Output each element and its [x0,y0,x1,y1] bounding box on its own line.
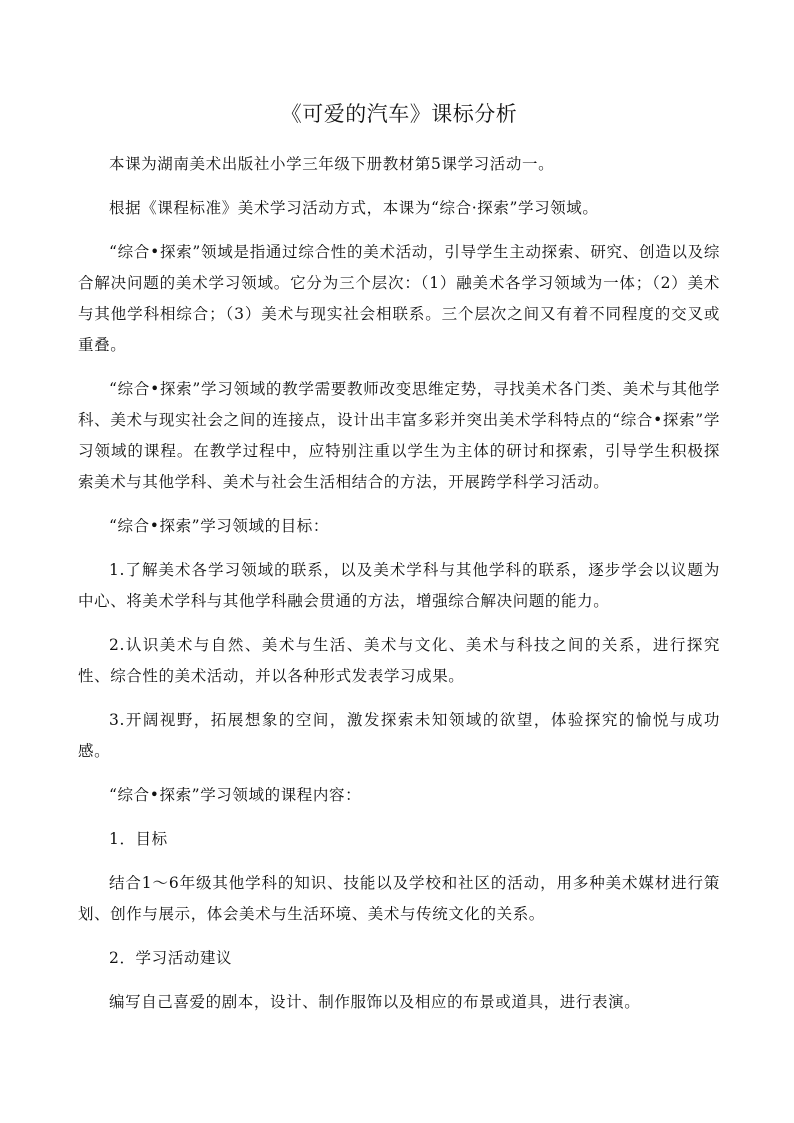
paragraph-section-1-text: 结合1～6年级其他学科的知识、技能以及学校和社区的活动，用多种美术媒材进行策划、创作与展示，体会美术与生活环境、美术与传统文化的关系。 [78,874,720,923]
paragraph-definition: “综合•探索”领域是指通过综合性的美术活动，引导学生主动探索、研究、创造以及综合解决问题的美术学习领域。它分为三个层次：（1）融美术各学习领域为一体；（2）美术与其他学科相综合；（3）美术与现实社会相联系。三个层次之间又有着不同程度的交叉或重叠。 [78,243,720,354]
paragraph-section-2-text: 编写自己喜爱的剧本，设计、制作服饰以及相应的布景或道具，进行表演。 [109,993,641,1011]
paragraph-goal-2: 2.认识美术与自然、美术与生活、美术与文化、美术与科技之间的关系，进行探究性、综合性的美术活动，并以各种形式发表学习成果。 [78,636,720,685]
paragraph-section-1-heading: 1．目标 [109,830,168,848]
paragraph-goals-heading: “综合•探索”学习领域的目标： [109,517,329,535]
page-title: 《可爱的汽车》课标分析 [280,102,518,126]
paragraph-content-heading: “综合•探索”学习领域的课程内容： [109,786,362,804]
document-body [78,100,720,1031]
paragraph-goal-3: 3.开阔视野，拓展想象的空间，激发探索未知领域的欲望，体验探究的愉悦与成功感。 [78,711,720,760]
paragraph-domain: 根据《课程标准》美术学习活动方式，本课为“综合·探索”学习领域。 [109,199,599,217]
paragraph-teaching: “综合•探索”学习领域的教学需要教师改变思维定势，寻找美术各门类、美术与其他学科、美术与现实社会之间的连接点，设计出丰富多彩并突出美术学科特点的“综合•探索”学习领域的课程。在教学过程中，应特别注重以学生为主体的研讨和探索，引导学生积极探索美术与其他学科、美术与社会生活相结合的方法，开展跨学科学习活动。 [78,380,720,491]
paragraph-section-2-heading: 2．学习活动建议 [109,949,233,967]
paragraph-goal-1: 1.了解美术各学习领域的联系，以及美术学科与其他学科的联系，逐步学会以议题为中心、将美术学科与其他学科融会贯通的方法，增强综合解决问题的能力。 [78,561,720,610]
paragraph-intro: 本课为湖南美术出版社小学三年级下册教材第5课学习活动一。 [109,155,555,173]
